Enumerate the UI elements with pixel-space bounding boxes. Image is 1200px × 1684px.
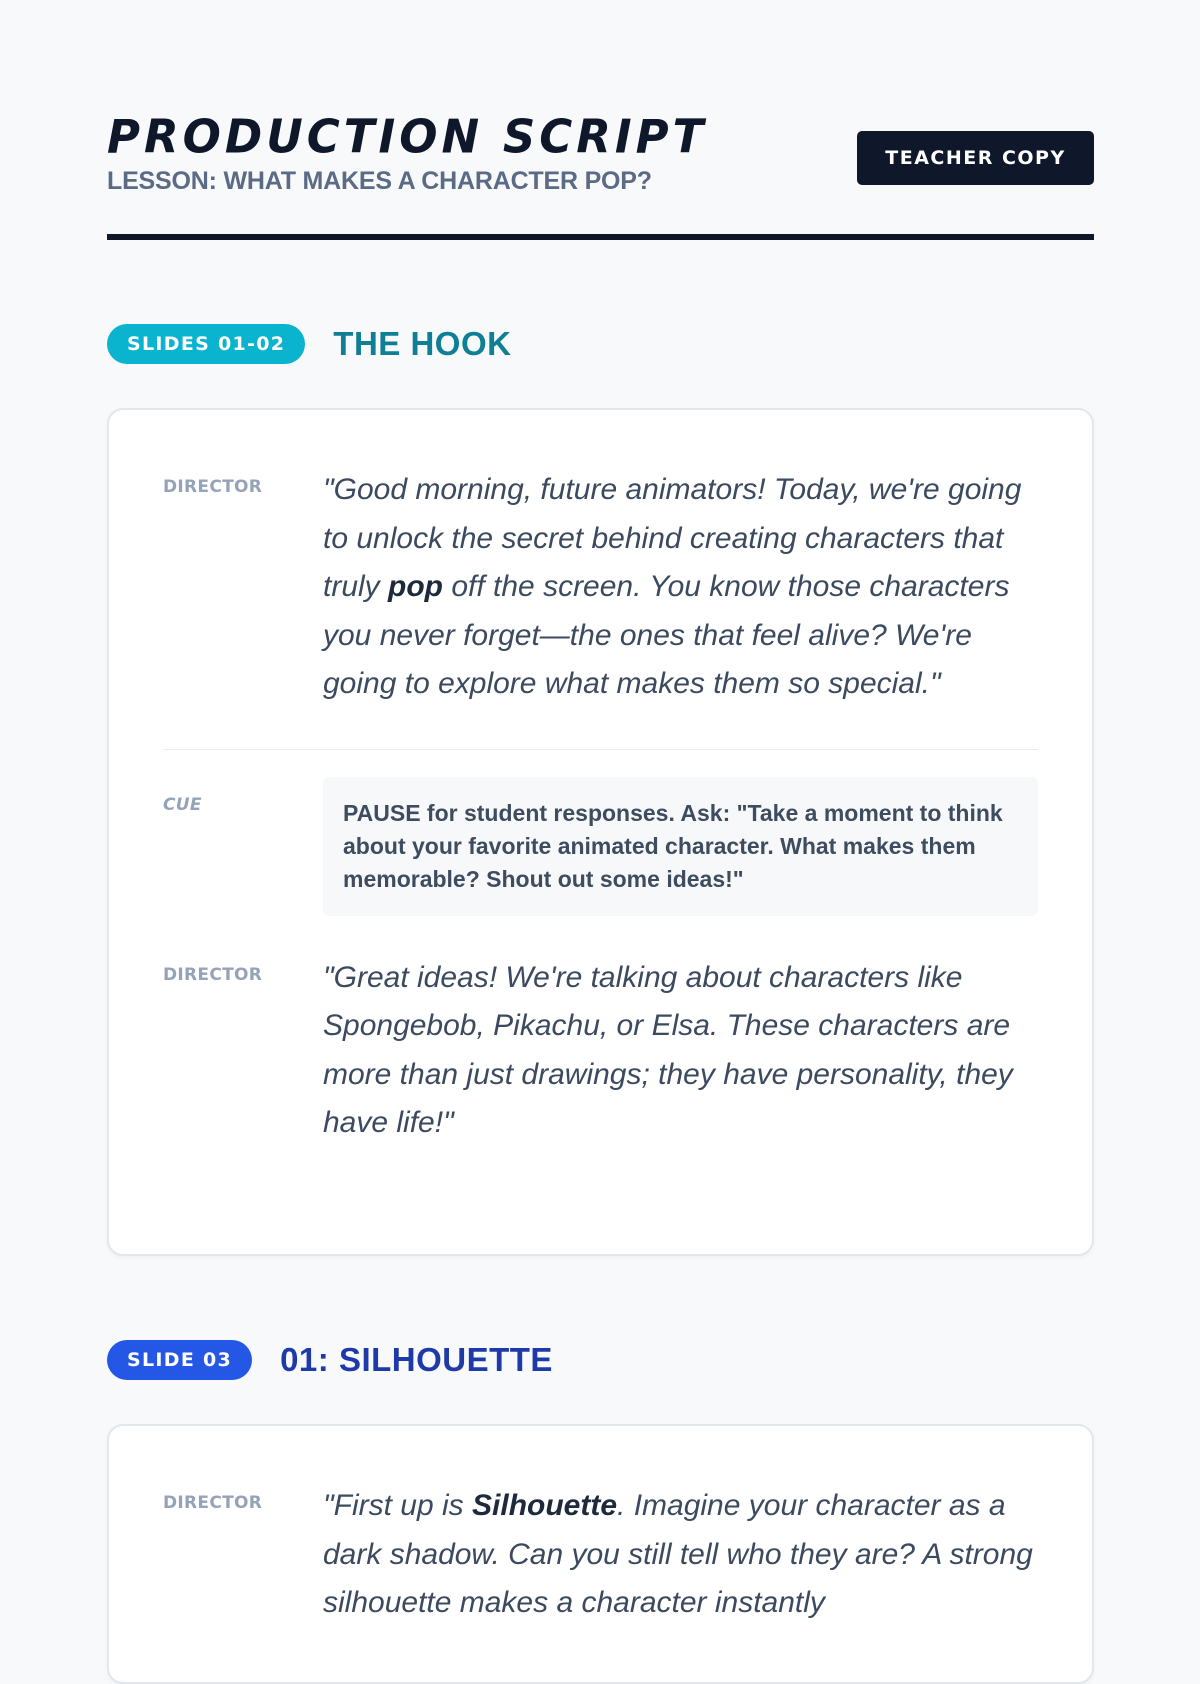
dialogue-text: "First up is Silhouette. Imagine your character as a dark shadow. Can you still tell who they are? A strong silhouette makes a character instantly (323, 1489, 1033, 1619)
teacher-copy-badge: TEACHER COPY (857, 131, 1094, 185)
cue-text: PAUSE for student responses. Ask: "Take a moment to think about your favorite animated character. What makes them memorable? Shout out some ideas!" (323, 777, 1038, 916)
section-title: 01: SILHOUETTE (280, 1341, 553, 1378)
role-label: DIRECTOR (163, 477, 263, 497)
slide-range-badge: SLIDE 03 (107, 1340, 252, 1380)
slide-range-badge: SLIDES 01-02 (107, 324, 305, 364)
script-line (163, 466, 1038, 709)
section-title: THE HOOK (333, 325, 512, 362)
lesson-subtitle: LESSON: WHAT MAKES A CHARACTER POP? (107, 167, 652, 195)
script-line (163, 954, 1038, 1148)
cue-label: CUE (163, 794, 202, 815)
section-header-hook (107, 324, 511, 364)
emphasis-word: pop (388, 570, 443, 603)
script-line (163, 1482, 1038, 1628)
page-title: PRODUCTION SCRIPT (107, 109, 708, 164)
header-divider (107, 234, 1094, 240)
script-card-hook (107, 408, 1094, 1256)
dialogue-text: "Good morning, future animators! Today, we're going to unlock the secret behind creating characters that truly pop off the screen. You know those characters you never forget—the ones that feel alive? We're going to explore what makes them so special." (323, 473, 1022, 700)
cue-line (163, 777, 1038, 916)
emphasis-word: Silhouette (472, 1489, 618, 1522)
script-card-silhouette (107, 1424, 1094, 1684)
page-header (107, 108, 1094, 196)
role-label: DIRECTOR (163, 964, 263, 985)
line-divider (163, 749, 1038, 750)
role-label: DIRECTOR (163, 1493, 263, 1513)
dialogue-text: "Great ideas! We're talking about characters like Spongebob, Pikachu, or Elsa. These characters are more than just drawings; they have personality, they have life!" (323, 960, 1013, 1139)
section-header-silhouette (107, 1340, 553, 1380)
